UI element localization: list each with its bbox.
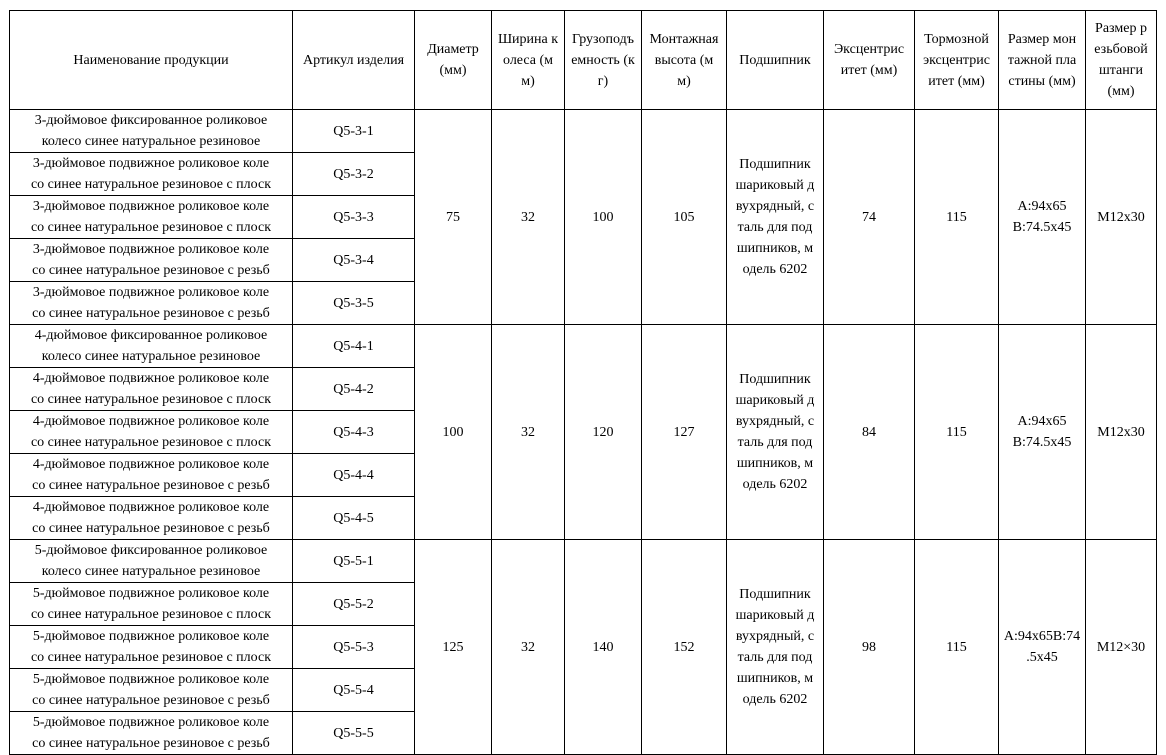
product-name-line: 3-дюймовое подвижное роликовое коле [32, 156, 270, 171]
product-name-line: со синее натуральное резиновое с плоск [30, 177, 272, 192]
header-load-capacity [565, 11, 642, 110]
product-spec-table [9, 10, 1157, 755]
bearing-cell [727, 325, 824, 540]
article-cell: Q5-5-2 [293, 583, 415, 626]
header-text-line: Ширина к [497, 31, 559, 47]
header-plate-size [999, 11, 1086, 110]
header-bearing [727, 11, 824, 110]
brake-eccentricity-cell: 115 [915, 540, 999, 755]
product-name-line: 3-дюймовое подвижное роликовое коле [32, 199, 270, 214]
table-row [10, 325, 1157, 368]
header-text-line: стины (мм) [1008, 73, 1076, 89]
bearing-line: вухрядный, с [735, 629, 815, 644]
bearing-line: вухрядный, с [735, 414, 815, 429]
bearing-line: Подшипник [739, 372, 811, 387]
header-text-line: (мм) [1107, 84, 1135, 99]
product-name-line: 4-дюймовое подвижное роликовое коле [32, 500, 270, 515]
plate-size-line: A:94x65 [1017, 199, 1067, 214]
header-wheel-width [492, 11, 565, 110]
product-name-line: 4-дюймовое фиксированное роликовое [34, 328, 268, 343]
product-name-line: колесо синее натуральное резиновое [41, 349, 261, 364]
header-text-line: Диаметр [427, 42, 479, 57]
table-row [10, 540, 1157, 583]
product-name-line: колесо синее натуральное резиновое [41, 564, 261, 579]
product-name-line: со синее натуральное резиновое с плоск [30, 435, 272, 450]
article-cell: Q5-3-2 [293, 153, 415, 196]
eccentricity-cell: 74 [824, 110, 915, 325]
bearing-line: одель 6202 [742, 262, 808, 277]
product-name-cell [10, 626, 293, 669]
product-name-line: 4-дюймовое подвижное роликовое коле [32, 457, 270, 472]
product-name-cell [10, 110, 293, 153]
header-text-line: итет (мм) [840, 63, 898, 78]
product-name-line: колесо синее натуральное резиновое [41, 134, 261, 149]
header-text-line: емность (к [571, 52, 635, 68]
product-name-line: со синее натуральное резиновое с плоск [30, 220, 272, 235]
bearing-line: вухрядный, с [735, 199, 815, 214]
product-name-line: 4-дюймовое подвижное роликовое коле [32, 371, 270, 386]
header-eccentricity [824, 11, 915, 110]
header-thread-size [1086, 11, 1157, 110]
load-capacity-cell: 120 [565, 325, 642, 540]
plate-size-line: A:94x65 [1017, 414, 1067, 429]
bearing-line: одель 6202 [742, 692, 808, 707]
header-text-line: (мм) [439, 63, 467, 78]
header-text-line: высота (м [654, 52, 714, 68]
header-text-line: Тормозной [924, 31, 989, 47]
bearing-line: шариковый д [735, 393, 815, 408]
header-text-line: тажной пла [1007, 52, 1077, 68]
header-text-line: итет (мм) [928, 73, 985, 89]
article-cell: Q5-3-1 [293, 110, 415, 153]
header-brake-eccentricity [915, 11, 999, 110]
product-name-line: 5-дюймовое подвижное роликовое коле [32, 586, 270, 601]
header-mount-height [642, 11, 727, 110]
product-name-cell [10, 669, 293, 712]
product-name-cell [10, 153, 293, 196]
bearing-line: шипников, м [736, 241, 814, 256]
bearing-line: таль для под [737, 650, 813, 665]
product-name-line: 5-дюймовое фиксированное роликовое [34, 543, 268, 558]
header-article [293, 11, 415, 110]
eccentricity-cell: 98 [824, 540, 915, 755]
header-text-line: эксцентрис [923, 52, 990, 68]
product-name-line: со синее натуральное резиновое с резьб [32, 693, 270, 708]
mount-height-cell: 152 [642, 540, 727, 755]
bearing-line: шипников, м [736, 671, 814, 686]
header-text-line: езьбовой [1094, 42, 1148, 57]
product-name-line: со синее натуральное резиновое с резьб [32, 521, 270, 536]
diameter-cell: 125 [415, 540, 492, 755]
article-cell: Q5-4-3 [293, 411, 415, 454]
article-cell: Q5-4-4 [293, 454, 415, 497]
header-product-name [10, 11, 293, 110]
product-name-cell [10, 411, 293, 454]
table-body [10, 110, 1157, 755]
bearing-line: шариковый д [735, 178, 815, 193]
brake-eccentricity-cell: 115 [915, 325, 999, 540]
plate-size-cell [999, 540, 1086, 755]
article-cell: Q5-4-5 [293, 497, 415, 540]
article-cell: Q5-3-5 [293, 282, 415, 325]
plate-size-line: .5x45 [1026, 650, 1058, 665]
article-cell: Q5-5-5 [293, 712, 415, 755]
header-text-line: г) [597, 73, 609, 89]
header-text-line: м) [521, 73, 535, 89]
product-name-cell [10, 368, 293, 411]
table-header [10, 11, 1157, 110]
product-name-cell [10, 454, 293, 497]
load-capacity-cell: 140 [565, 540, 642, 755]
product-name-line: со синее натуральное резиновое с резьб [32, 478, 270, 493]
header-text-line: олеса (м [503, 52, 553, 68]
thread-size-cell: M12x30 [1086, 110, 1157, 325]
article-cell: Q5-5-3 [293, 626, 415, 669]
thread-size-cell: M12x30 [1086, 325, 1157, 540]
product-name-line: со синее натуральное резиновое с плоск [30, 650, 272, 665]
header-text-line: штанги [1098, 63, 1143, 78]
bearing-line: таль для под [737, 220, 813, 235]
header-text-line: Наименование продукции [73, 52, 229, 68]
product-name-line: 5-дюймовое подвижное роликовое коле [32, 629, 270, 644]
product-name-line: 3-дюймовое подвижное роликовое коле [32, 242, 270, 257]
bearing-line: шариковый д [735, 608, 815, 623]
product-name-cell [10, 497, 293, 540]
product-name-line: со синее натуральное резиновое с резьб [32, 263, 270, 278]
product-name-cell [10, 583, 293, 626]
header-text-line: м) [677, 73, 691, 89]
product-name-line: 4-дюймовое подвижное роликовое коле [32, 414, 270, 429]
product-name-cell [10, 540, 293, 583]
bearing-line: Подшипник [739, 587, 811, 602]
bearing-cell [727, 540, 824, 755]
article-cell: Q5-5-1 [293, 540, 415, 583]
header-text-line: Размер мон [1007, 31, 1077, 47]
product-name-line: со синее натуральное резиновое с плоск [30, 607, 272, 622]
thread-size-cell: M12×30 [1086, 540, 1157, 755]
header-text-line: Монтажная [649, 31, 719, 47]
plate-size-line: B:74.5x45 [1012, 220, 1072, 235]
table-row [10, 110, 1157, 153]
product-name-cell [10, 282, 293, 325]
header-row [10, 11, 1157, 110]
product-name-cell [10, 239, 293, 282]
mount-height-cell: 105 [642, 110, 727, 325]
plate-size-line: A:94x65B:74 [1003, 629, 1081, 644]
product-name-cell [10, 325, 293, 368]
product-name-line: 3-дюймовое фиксированное роликовое [34, 113, 268, 128]
header-text-line: Подшипник [739, 52, 811, 68]
product-name-line: 5-дюймовое подвижное роликовое коле [32, 672, 270, 687]
article-cell: Q5-5-4 [293, 669, 415, 712]
article-cell: Q5-3-3 [293, 196, 415, 239]
bearing-line: шипников, м [736, 456, 814, 471]
header-text-line: Размер р [1095, 21, 1147, 36]
product-name-line: 5-дюймовое подвижное роликовое коле [32, 715, 270, 730]
product-name-line: со синее натуральное резиновое с резьб [32, 306, 270, 321]
bearing-cell [727, 110, 824, 325]
product-name-cell [10, 196, 293, 239]
header-text-line: Эксцентрис [833, 42, 905, 57]
bearing-line: Подшипник [739, 157, 811, 172]
bearing-line: таль для под [737, 435, 813, 450]
wheel-width-cell: 32 [492, 110, 565, 325]
header-text-line: Артикул изделия [302, 52, 405, 68]
mount-height-cell: 127 [642, 325, 727, 540]
wheel-width-cell: 32 [492, 540, 565, 755]
eccentricity-cell: 84 [824, 325, 915, 540]
diameter-cell: 100 [415, 325, 492, 540]
product-name-line: 3-дюймовое подвижное роликовое коле [32, 285, 270, 300]
plate-size-cell [999, 325, 1086, 540]
diameter-cell: 75 [415, 110, 492, 325]
plate-size-cell [999, 110, 1086, 325]
brake-eccentricity-cell: 115 [915, 110, 999, 325]
article-cell: Q5-4-2 [293, 368, 415, 411]
wheel-width-cell: 32 [492, 325, 565, 540]
product-name-line: со синее натуральное резиновое с резьб [32, 736, 270, 751]
product-name-line: со синее натуральное резиновое с плоск [30, 392, 272, 407]
header-text-line: Грузоподъ [572, 31, 634, 47]
header-diameter [415, 11, 492, 110]
product-name-cell [10, 712, 293, 755]
bearing-line: одель 6202 [742, 477, 808, 492]
plate-size-line: B:74.5x45 [1012, 435, 1072, 450]
article-cell: Q5-4-1 [293, 325, 415, 368]
article-cell: Q5-3-4 [293, 239, 415, 282]
load-capacity-cell: 100 [565, 110, 642, 325]
